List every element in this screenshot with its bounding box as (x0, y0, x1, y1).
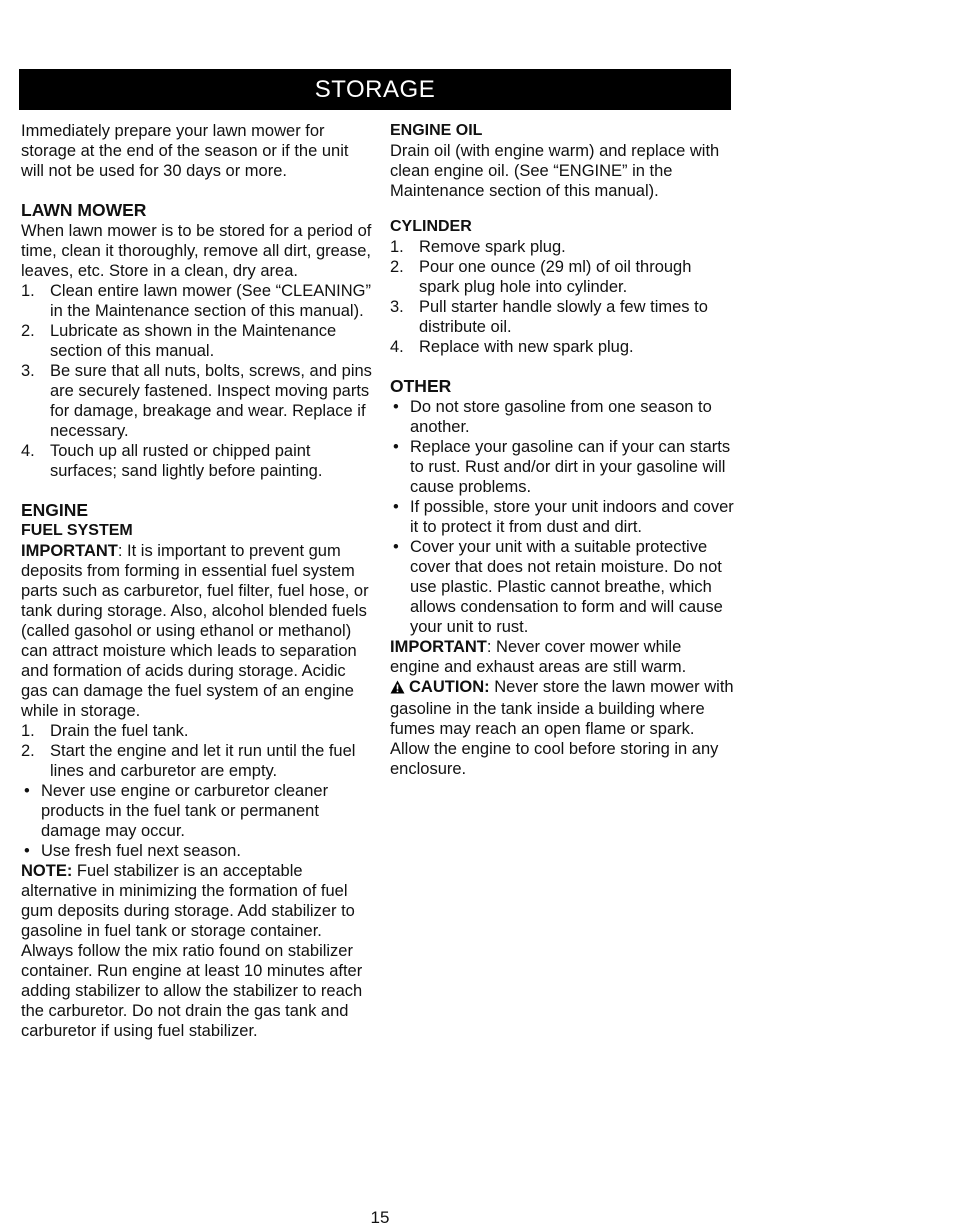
engine-oil-heading: ENGINE OIL (390, 122, 483, 139)
bullet-icon: • (393, 538, 399, 556)
list-item: 1. Remove spark plug. (390, 238, 566, 256)
list-item: • If possible, store your unit indoors and cover it to protect it from dust and dirt. (393, 498, 734, 536)
list-item: 3. Be sure that all nuts, bolts, screws, and pins are securely fastened. Inspect moving parts for damage, breakage and wear. Replace if necessary. (21, 362, 372, 440)
important-label: IMPORTANT (21, 542, 118, 560)
engine-heading: ENGINE (21, 500, 89, 520)
caution-label: CAUTION: (409, 678, 490, 696)
bullet-icon: • (393, 498, 399, 516)
cylinder-steps (390, 237, 735, 357)
note-text: Fuel stabilizer is an acceptable alternative in minimizing the formation of fuel gum deposits during storage. Add stabilizer to gasoline in fuel tank or storage container. Always follow the mix ratio found on stabilizer container. Run engine at least 10 minutes after adding stabilizer to allow the stabilizer to reach the carburetor. Do not drain the gas tank and carburetor if using fuel stabilizer. (21, 862, 363, 1040)
list-item: 2. Lubricate as shown in the Maintenance section of this manual. (21, 322, 337, 360)
caution-text: Never store the lawn mower with gasoline in the tank inside a building where fumes may reach an open flame or spark. Allow the engine to cool before storing in any enclosure. (390, 678, 734, 778)
cylinder-heading: CYLINDER (390, 218, 472, 235)
list-item: 2. Pour one ounce (29 ml) of oil through spark plug hole into cylinder. (390, 258, 692, 296)
list-item: 2. Start the engine and let it run until the fuel lines and carburetor are empty. (21, 742, 356, 780)
important-label: IMPORTANT (390, 638, 487, 656)
page-number: 15 (370, 1208, 390, 1227)
engine-oil-text: Drain oil (with engine warm) and replace with clean engine oil. (See “ENGINE” in the Maintenance section of this manual). (390, 142, 720, 200)
list-item: 1. Drain the fuel tank. (21, 722, 189, 740)
list-item: 4. Touch up all rusted or chipped paint surfaces; sand lightly before painting. (21, 442, 323, 480)
fuel-note-paragraph (21, 861, 373, 1041)
lawn-mower-heading: LAWN MOWER (21, 200, 147, 220)
other-bullets (390, 397, 735, 637)
bullet-icon: • (393, 398, 399, 416)
list-item: • Replace your gasoline can if your can starts to rust. Rust and/or dirt in your gasoline will cause problems. (393, 438, 731, 496)
left-column (21, 121, 373, 1041)
lawn-mower-steps (21, 281, 373, 481)
note-label: NOTE: (21, 862, 73, 880)
lawn-mower-text: When lawn mower is to be stored for a period of time, clean it thoroughly, remove all dirt, grease, leaves, etc. Store in a clean, dry area. (21, 222, 372, 280)
other-important-paragraph (390, 637, 735, 677)
list-item: 1. Clean entire lawn mower (See “CLEANING” in the Maintenance section of this manual). (21, 282, 371, 320)
list-item: 3. Pull starter handle slowly a few times to distribute oil. (390, 298, 708, 336)
bullet-icon: • (24, 782, 30, 800)
bullet-icon: • (393, 438, 399, 456)
right-column (390, 121, 735, 779)
list-item: • Do not store gasoline from one season to another. (393, 398, 712, 436)
important-text: : It is important to prevent gum deposits from forming in essential fuel system parts such as carburetor, fuel filter, fuel hose, or tank during storage. Also, alcohol blended fuels (called gasohol or using ethanol or methanol) can attract moisture which leads to separation and formation of acids during storage. Acidic gas can damage the fuel system of an engine while in storage. (21, 542, 369, 720)
other-heading: OTHER (390, 376, 452, 396)
bullet-icon: • (24, 842, 30, 860)
list-item: • Never use engine or carburetor cleaner products in the fuel tank or permanent damage may occur. (24, 782, 329, 840)
fuel-important-paragraph (21, 541, 373, 721)
section-title: STORAGE (314, 75, 436, 103)
fuel-system-heading: FUEL SYSTEM (21, 522, 133, 539)
intro-paragraph: Immediately prepare your lawn mower for storage at the end of the season or if the unit will not be used for 30 days or more. (21, 122, 349, 180)
caution-paragraph (390, 677, 735, 779)
list-item: 4. Replace with new spark plug. (390, 338, 634, 356)
important-text: : Never cover mower while engine and exhaust areas are still warm. (390, 638, 687, 676)
warning-triangle-icon (390, 679, 405, 699)
list-item: • Cover your unit with a suitable protective cover that does not retain moisture. Do not use plastic. Plastic cannot breathe, which allows condensation to form and will cause your unit to rust. (393, 538, 723, 636)
fuel-bullets (21, 781, 373, 861)
section-banner (19, 69, 731, 110)
list-item: • Use fresh fuel next season. (24, 842, 241, 860)
fuel-steps (21, 721, 373, 781)
